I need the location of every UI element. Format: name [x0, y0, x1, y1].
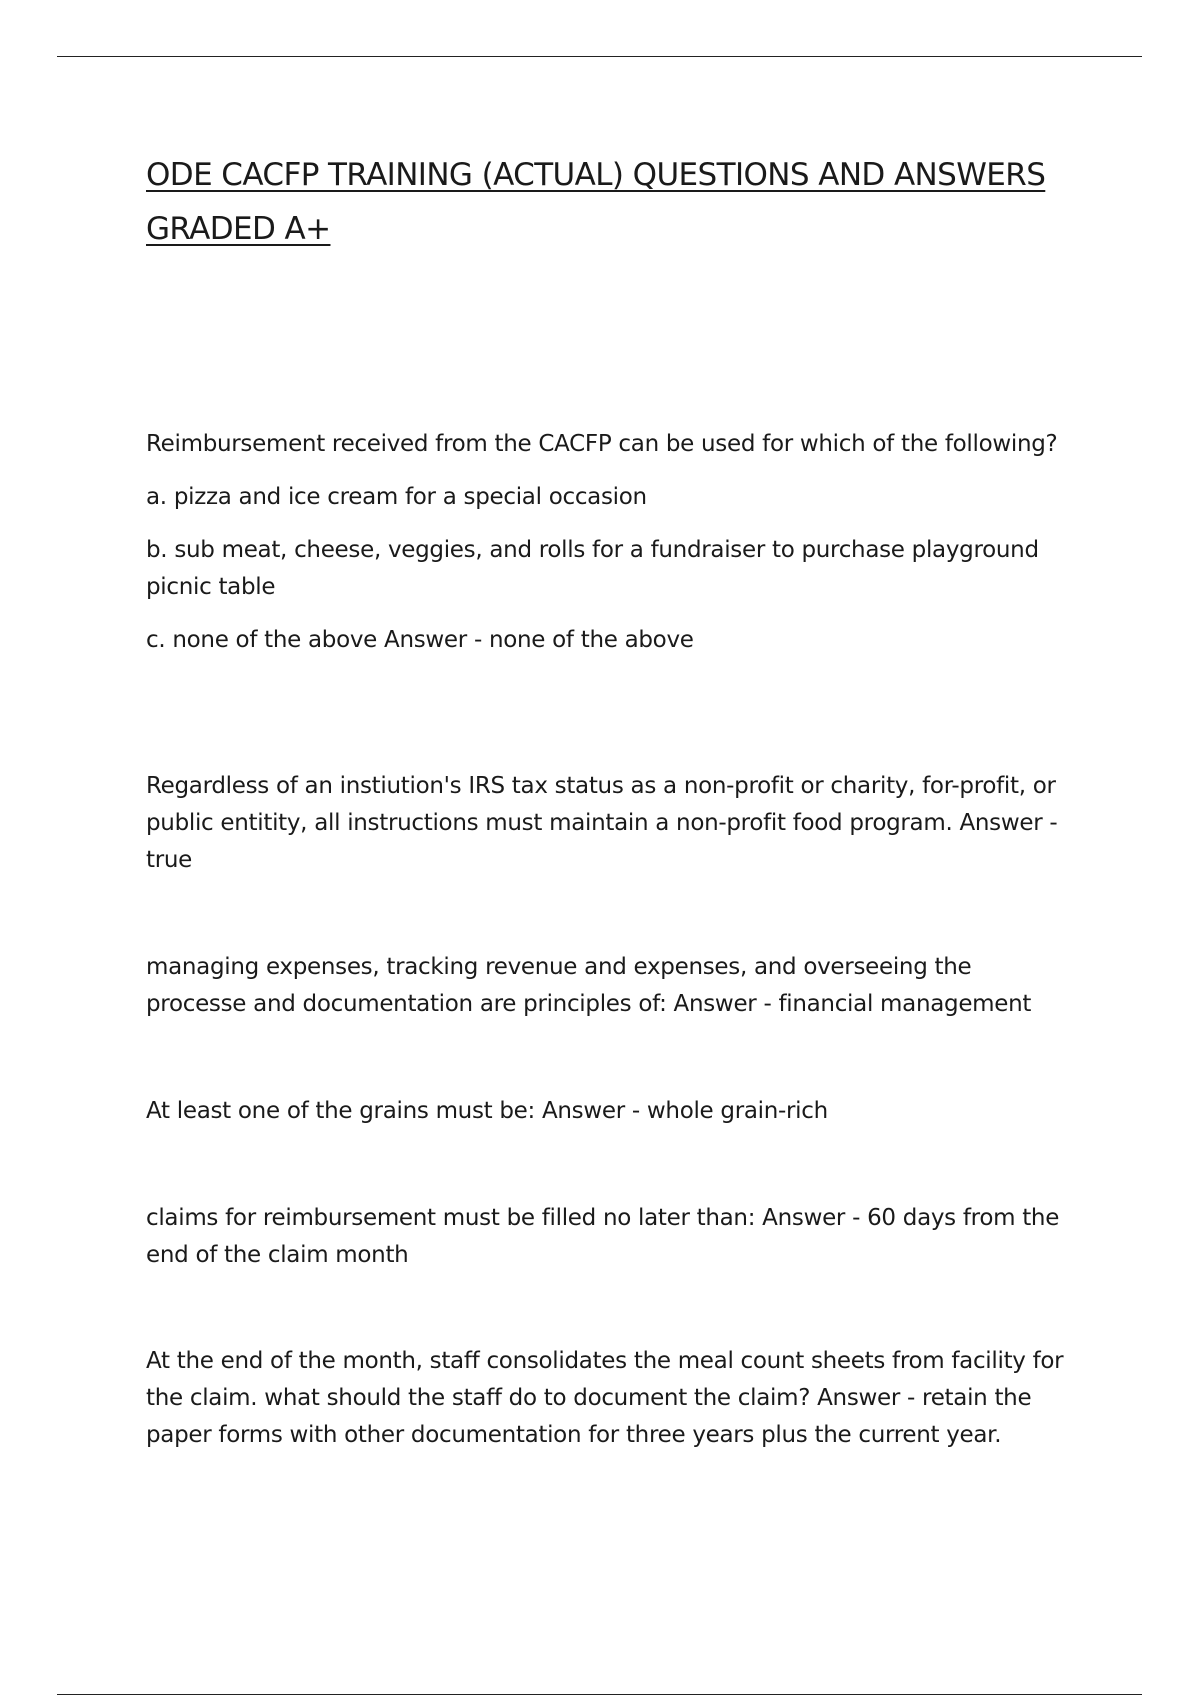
document-title: ODE CACFP TRAINING (ACTUAL) QUESTIONS AND ANSWERS GRADED A+	[146, 157, 1046, 247]
top-rule	[57, 56, 1142, 57]
qa-item-6	[146, 1343, 1076, 1454]
question-answer-text: claims for reimbursement must be filled no later than: Answer - 60 days from the end of the claim month	[146, 1205, 1060, 1268]
qa-item-1	[146, 426, 1076, 659]
question-answer-text: At the end of the month, staff consolidates the meal count sheets from facility for the claim. what should the staff do to document the claim? Answer - retain the paper forms with other documentation for three years plus the current year.	[146, 1348, 1064, 1448]
qa-item-2	[146, 768, 1076, 879]
question-answer-text: managing expenses, tracking revenue and expenses, and overseeing the processe and documentation are principles of: Answer - financial management	[146, 954, 1032, 1017]
qa-item-4	[146, 1093, 1076, 1130]
question-answer-text: Regardless of an instiution's IRS tax status as a non-profit or charity, for-profit, or public entitity, all instructions must maintain a non-profit food program. Answer - true	[146, 773, 1058, 873]
option-b: b. sub meat, cheese, veggies, and rolls for a fundraiser to purchase playground picnic table	[146, 537, 1039, 600]
bottom-rule	[57, 1694, 1142, 1695]
question-text: Reimbursement received from the CACFP can be used for which of the following?	[146, 431, 1058, 457]
option-c-answer: c. none of the above Answer - none of the above	[146, 627, 694, 653]
option-a: a. pizza and ice cream for a special occasion	[146, 484, 647, 510]
qa-item-5	[146, 1200, 1076, 1274]
qa-item-3	[146, 949, 1076, 1023]
question-answer-text: At least one of the grains must be: Answer - whole grain-rich	[146, 1098, 828, 1124]
